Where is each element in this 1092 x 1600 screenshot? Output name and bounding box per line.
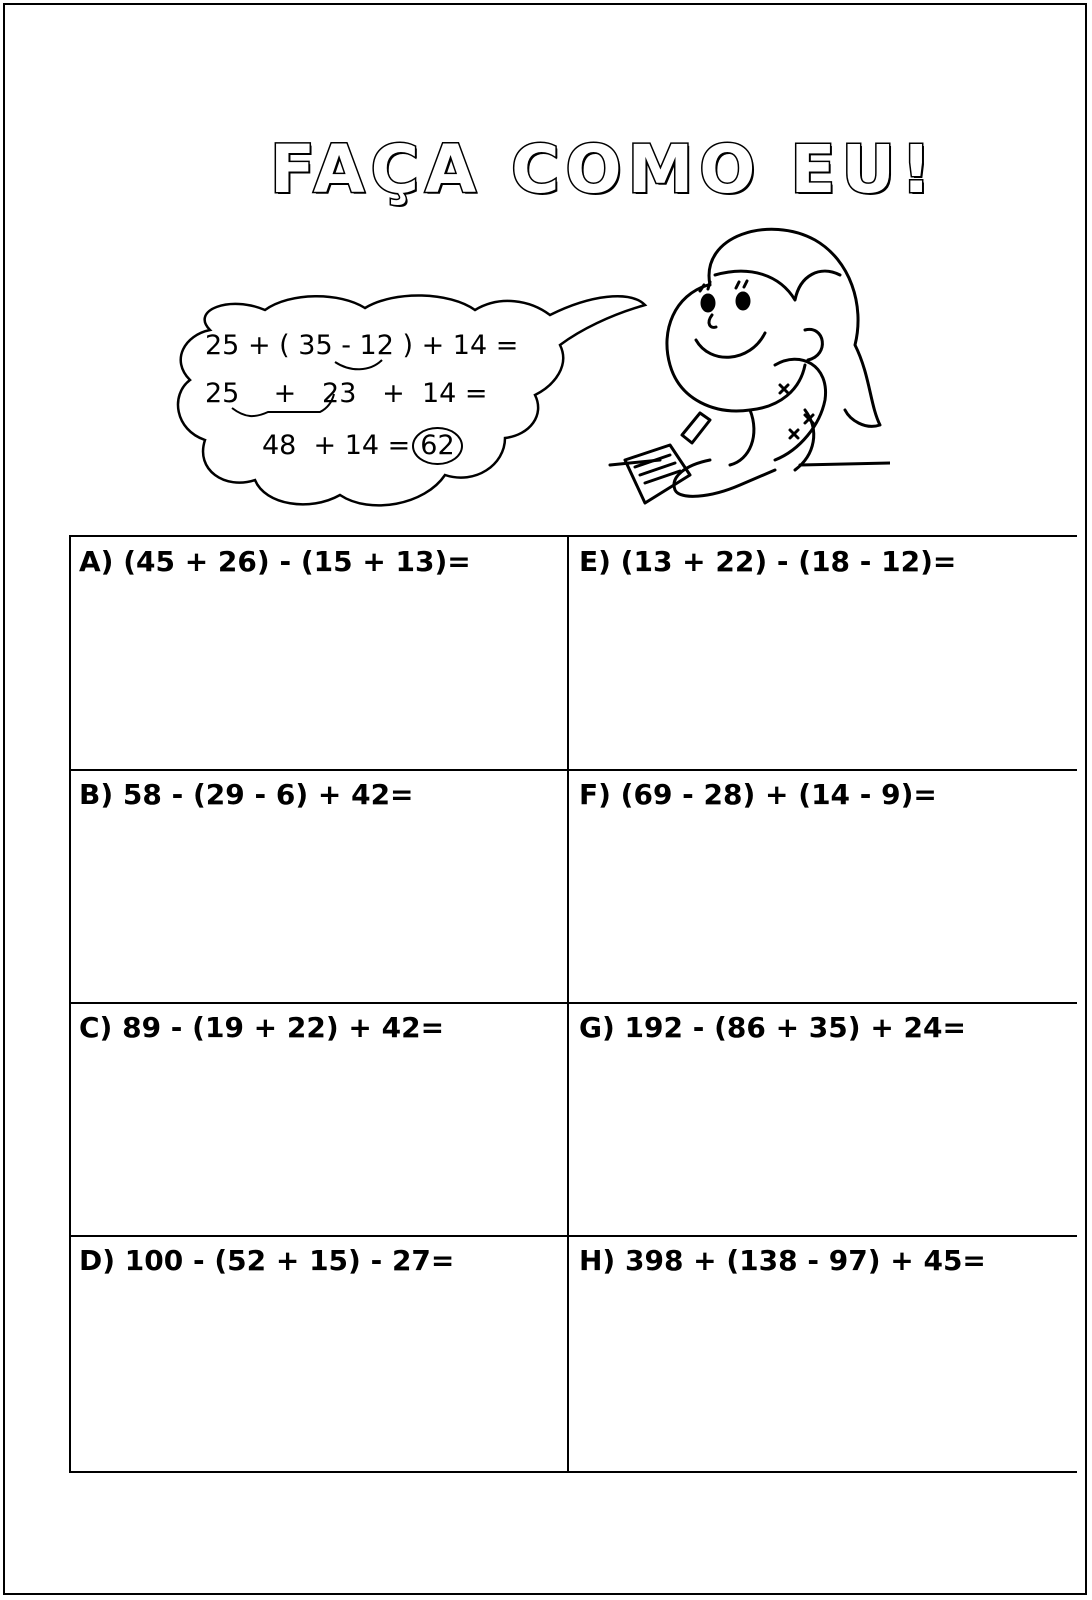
exercise-a: A) (45 + 26) - (15 + 13)=: [79, 545, 471, 578]
grid-row-line: [69, 769, 1077, 771]
exercise-h: H) 398 + (138 - 97) + 45=: [579, 1244, 986, 1277]
example-line-2: 25 + 23 + 14 =: [205, 378, 488, 409]
speech-bubble: [170, 290, 650, 520]
page-title: [270, 131, 938, 208]
exercise-f: F) (69 - 28) + (14 - 9)=: [579, 778, 937, 811]
grid-middle-line: [567, 535, 569, 1473]
example-result: 62: [412, 427, 462, 465]
exercise-g: G) 192 - (86 + 35) + 24=: [579, 1011, 966, 1044]
exercise-b: B) 58 - (29 - 6) + 42=: [79, 778, 414, 811]
grid-top-line: [69, 535, 1077, 537]
grid-row-line: [69, 1002, 1077, 1004]
example-line-3: [262, 427, 463, 465]
exercise-c: C) 89 - (19 + 22) + 42=: [79, 1011, 445, 1044]
girl-writing-illustration: [600, 215, 890, 515]
title-text: FAÇA COMO EU!: [270, 131, 938, 208]
example-line-1: 25 + ( 35 - 12 ) + 14 =: [205, 330, 519, 361]
grid-row-line: [69, 1235, 1077, 1237]
grid-left-line: [69, 535, 71, 1473]
exercise-grid: [69, 535, 1077, 1473]
exercise-d: D) 100 - (52 + 15) - 27=: [79, 1244, 455, 1277]
grid-bottom-line: [69, 1471, 1077, 1473]
exercise-e: E) (13 + 22) - (18 - 12)=: [579, 545, 957, 578]
example-line-3-text: 48 + 14 =: [262, 430, 411, 461]
girl-icon: [600, 215, 890, 515]
